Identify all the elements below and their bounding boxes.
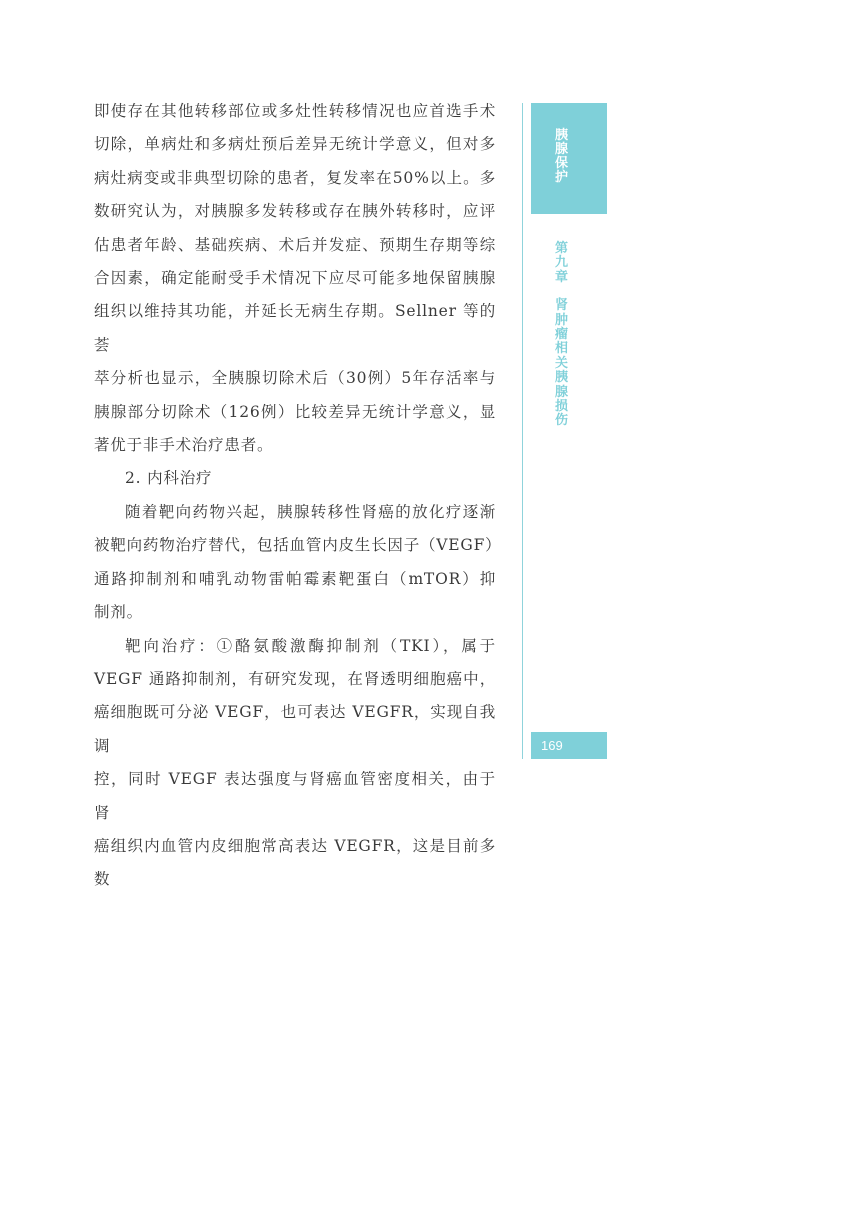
- text-line: 胰腺部分切除术（126例）比较差异无统计学意义，显: [94, 402, 496, 421]
- text-line: 随着靶向药物兴起，胰腺转移性肾癌的放化疗逐渐: [125, 502, 496, 521]
- text-line: 病灶病变或非典型切除的患者，复发率在50%以上。多: [94, 168, 496, 187]
- text-line: VEGF 通路抑制剂，有研究发现，在肾透明细胞癌中，: [94, 669, 496, 688]
- chapter-title: 肾肿瘤相关胰腺损伤: [555, 298, 569, 429]
- chapter-heading: [555, 242, 571, 429]
- text-line: 癌细胞既可分泌 VEGF，也可表达 VEGFR，实现自我调: [94, 703, 496, 755]
- text-line: 估患者年龄、基础疾病、术后并发症、预期生存期等综: [94, 235, 496, 254]
- text-line: 切除，单病灶和多病灶预后差异无统计学意义，但对多: [94, 135, 496, 154]
- page-number: 169: [541, 738, 563, 753]
- text-line: 组织以维持其功能，并延长无病生存期。Sellner 等的荟: [94, 302, 496, 354]
- text-line: 合因素，确定能耐受手术情况下应尽可能多地保留胰腺: [94, 269, 496, 288]
- text-line: 癌组织内血管内皮细胞常高表达 VEGFR，这是目前多数: [94, 836, 496, 889]
- chapter-number: 第九章: [555, 241, 569, 285]
- text-line: 通路抑制剂和哺乳动物雷帕霉素靶蛋白（mTOR）抑: [94, 569, 496, 588]
- text-line: 萃分析也显示，全胰腺切除术后（30例）5年存活率与: [94, 369, 496, 388]
- text-line: 控，同时 VEGF 表达强度与肾癌血管密度相关，由于肾: [94, 770, 496, 822]
- text-line: 数研究认为，对胰腺多发转移或存在胰外转移时，应评: [94, 202, 496, 221]
- text-line: 制剂。: [94, 603, 143, 622]
- section-tab-label: 胰腺保护: [555, 128, 569, 185]
- margin-divider: [522, 103, 523, 759]
- section-tab: [531, 103, 607, 214]
- text-line: 靶向治疗：①酪氨酸激酶抑制剂（TKI），属于: [125, 636, 496, 655]
- page-number-badge: [531, 732, 607, 759]
- text-line: 被靶向药物治疗替代，包括血管内皮生长因子（VEGF）: [94, 536, 502, 555]
- text-line: 著优于非手术治疗患者。: [94, 436, 274, 455]
- section-heading: 2. 内科治疗: [125, 469, 213, 488]
- text-line: 即使存在其他转移部位或多灶性转移情况也应首选手术: [94, 102, 496, 120]
- body-text: [94, 95, 502, 897]
